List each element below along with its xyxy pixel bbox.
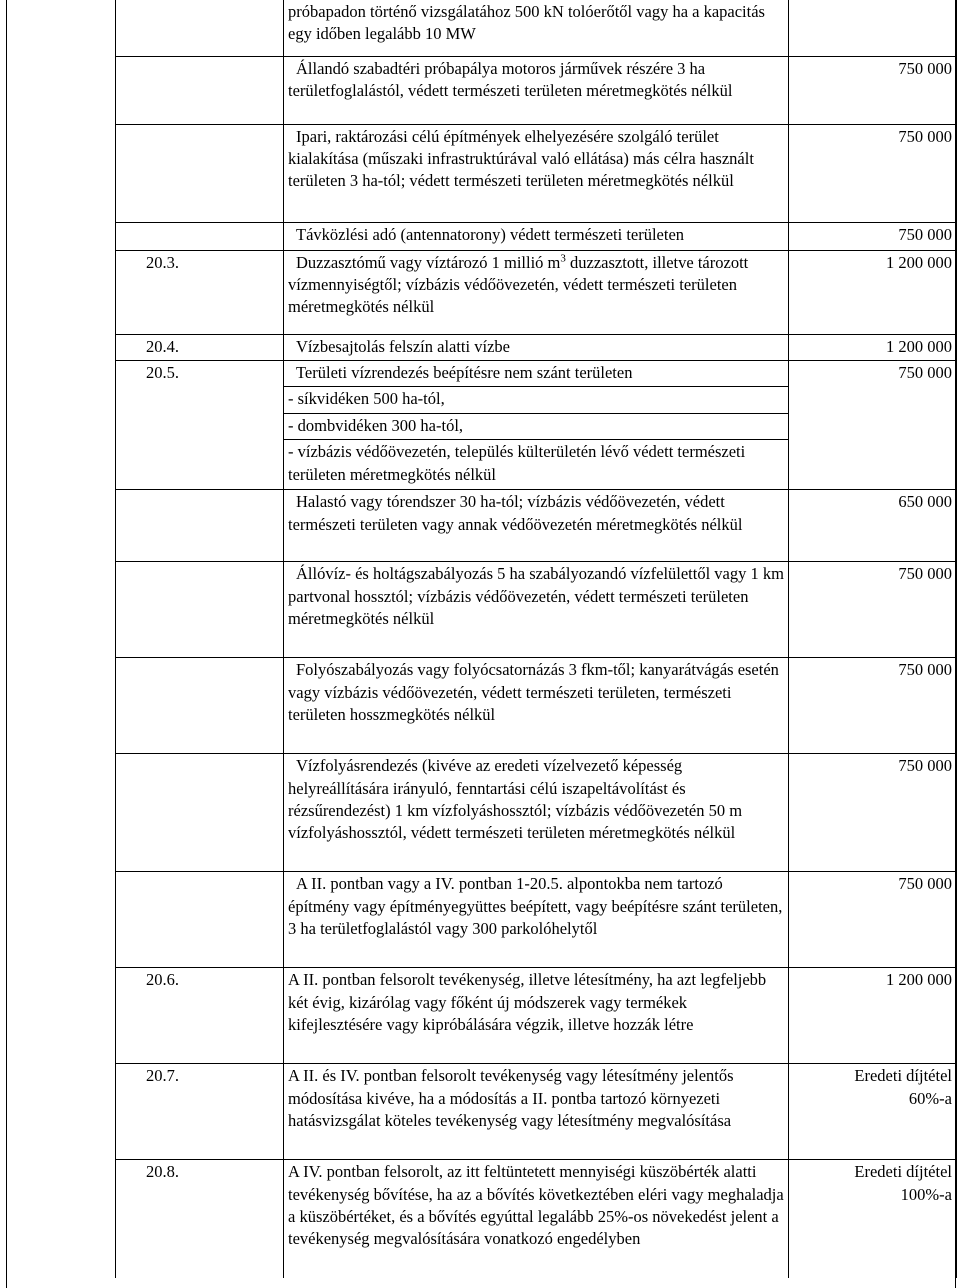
row-number: 20.3. <box>116 250 284 334</box>
row-description: - síkvidéken 500 ha-tól, <box>284 387 789 413</box>
row-amount: 1 200 000 <box>789 250 957 334</box>
table-row <box>116 440 957 490</box>
row-number <box>116 440 284 490</box>
row-description: próbapadon történő vizsgálatához 500 kN tolóerőtől vagy ha a kapacitás egy időben legalább 10 MW <box>284 0 789 56</box>
table-row <box>116 56 957 124</box>
table-row <box>116 1064 957 1160</box>
row-description: Területi vízrendezés beépítésre nem szánt területen <box>284 360 789 386</box>
row-amount: 750 000 <box>789 56 957 124</box>
row-number <box>116 562 284 658</box>
table-row <box>116 387 957 413</box>
row-description: A II. pontban vagy a IV. pontban 1-20.5. alpontokba nem tartozó építmény vagy építményegyüttes beépített, vagy beépítésre szánt területen, 3 ha területfoglalástól vagy 300 parkolóhelytől <box>284 872 789 968</box>
row-number <box>116 413 284 439</box>
row-amount <box>789 1064 957 1160</box>
row-description: - vízbázis védőövezetén, település külterületén lévő védett természeti területen méretmegkötés nélkül <box>284 440 789 490</box>
table-row <box>116 360 957 386</box>
description-text: Duzzasztómű vagy víztározó 1 millió m <box>296 252 561 272</box>
row-amount: 1 200 000 <box>789 334 957 360</box>
row-number: 20.8. <box>116 1160 284 1278</box>
row-number <box>116 872 284 968</box>
row-amount <box>789 387 957 413</box>
table-row <box>116 0 957 56</box>
row-amount: 650 000 <box>789 490 957 562</box>
row-description: Ipari, raktározási célú építmények elhelyezésére szolgáló terület kialakítása (műszaki infrastruktúrával való ellátása) más célra használt területen 3 ha-tól; védett természeti területen méretmegkötés nélkül <box>284 124 789 222</box>
amount-line: 60%-a <box>908 1088 952 1108</box>
row-number <box>116 490 284 562</box>
row-description: A IV. pontban felsorolt, az itt feltüntetett mennyiségi küszöbérték alatti tevékenység bővítése, ha az a bővítés következtében eléri vagy meghaladja a küszöbértéket, és a bővítés egyúttal legalább 25%-os növekedést jelent a tevékenység megvalósítására vonatkozó engedélyben <box>284 1160 789 1278</box>
row-amount <box>789 1160 957 1278</box>
row-description <box>284 250 789 334</box>
table-row <box>116 1160 957 1278</box>
amount-line: Eredeti díjtétel <box>854 1066 952 1086</box>
row-amount: 750 000 <box>789 360 957 386</box>
row-number <box>116 56 284 124</box>
row-number <box>116 222 284 250</box>
table-row <box>116 250 957 334</box>
row-number: 20.7. <box>116 1064 284 1160</box>
table-row <box>116 124 957 222</box>
row-description: Állóvíz- és holtágszabályozás 5 ha szabályozandó vízfelülettől vagy 1 km partvonal hossztól; vízbázis védőövezetén, védett természeti területen méretmegkötés nélkül <box>284 562 789 658</box>
page-border-left <box>6 0 7 1288</box>
row-description: Folyószabályozás vagy folyócsatornázás 3 fkm-től; kanyarátvágás esetén vagy vízbázis védőövezetén, védett természeti területen, természeti területen hosszmegkötés nélkül <box>284 658 789 754</box>
row-number: 20.6. <box>116 968 284 1064</box>
row-number <box>116 387 284 413</box>
amount-line: 100%-a <box>900 1184 952 1204</box>
row-number <box>116 754 284 872</box>
row-amount: 750 000 <box>789 124 957 222</box>
row-amount: 750 000 <box>789 562 957 658</box>
row-number <box>116 658 284 754</box>
row-description: A II. és IV. pontban felsorolt tevékenység vagy létesítmény jelentős módosítása kivéve, ha a módosítás a II. pontba tartozó környezeti hatásvizsgálat köteles tevékenység vagy létesítmény megvalósítása <box>284 1064 789 1160</box>
row-amount: 750 000 <box>789 872 957 968</box>
row-number <box>116 124 284 222</box>
fee-table <box>115 0 957 1278</box>
table-row <box>116 562 957 658</box>
row-description: A II. pontban felsorolt tevékenység, illetve létesítmény, ha azt legfeljebb két évig, kizárólag vagy főként új módszerek vagy termékek kifejlesztésére vagy kipróbálására végzik, illetve hozzák létre <box>284 968 789 1064</box>
row-description: - dombvidéken 300 ha-tól, <box>284 413 789 439</box>
row-number: 20.4. <box>116 334 284 360</box>
description-text: duzzasztott, illetve tározott vízmennyiségtől; vízbázis védőövezetén, védett természeti területen méretmegkötés nélkül <box>288 252 749 317</box>
row-number <box>116 0 284 56</box>
table-row <box>116 658 957 754</box>
row-description: Halastó vagy tórendszer 30 ha-tól; vízbázis védőövezetén, védett természeti területen vagy annak védőövezetén méretmegkötés nélkül <box>284 490 789 562</box>
row-description: Vízbesajtolás felszín alatti vízbe <box>284 334 789 360</box>
row-number: 20.5. <box>116 360 284 386</box>
row-description: Vízfolyásrendezés (kivéve az eredeti vízelvezető képesség helyreállítására irányuló, fenntartási célú iszapeltávolítást és rézsűrendezést) 1 km vízfolyáshossztól; vízbázis védőövezetén 50 m vízfolyáshossztól, védett természeti területen méretmegkötés nélkül <box>284 754 789 872</box>
row-description: Távközlési adó (antennatorony) védett természeti területen <box>284 222 789 250</box>
superscript: 3 <box>560 252 566 264</box>
row-amount <box>789 440 957 490</box>
table-row <box>116 968 957 1064</box>
table-row <box>116 872 957 968</box>
row-amount: 750 000 <box>789 754 957 872</box>
table-row <box>116 754 957 872</box>
table-row <box>116 334 957 360</box>
table-row <box>116 490 957 562</box>
row-amount: 750 000 <box>789 222 957 250</box>
amount-line: Eredeti díjtétel <box>854 1162 952 1182</box>
row-amount <box>789 413 957 439</box>
row-description: Állandó szabadtéri próbapálya motoros járművek részére 3 ha területfoglalástól, védett természeti területen méretmegkötés nélkül <box>284 56 789 124</box>
table-row <box>116 222 957 250</box>
table-row <box>116 413 957 439</box>
row-amount: 1 200 000 <box>789 968 957 1064</box>
row-amount <box>789 0 957 56</box>
row-amount: 750 000 <box>789 658 957 754</box>
